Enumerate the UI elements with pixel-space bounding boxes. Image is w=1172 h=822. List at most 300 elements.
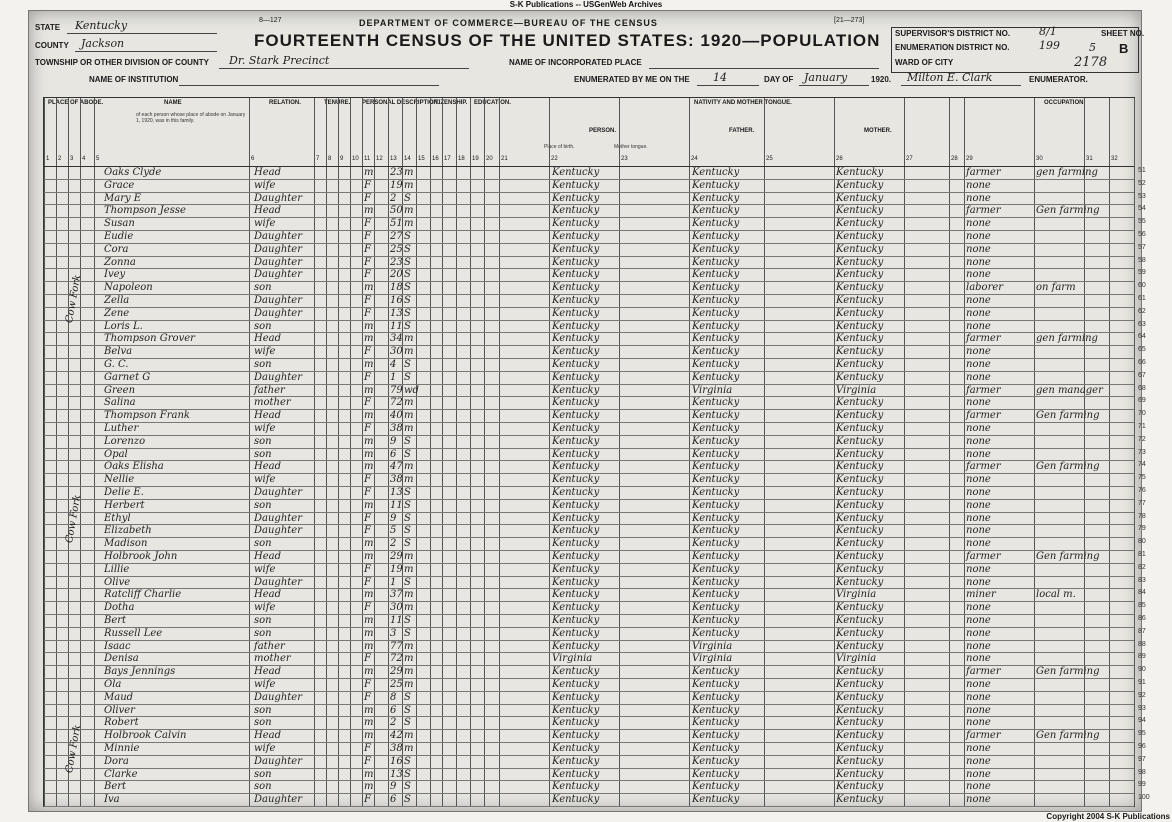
occupation: farmer bbox=[966, 730, 1001, 742]
sex: m bbox=[364, 435, 374, 447]
age: 77 bbox=[390, 640, 403, 652]
birthplace: Kentucky bbox=[552, 423, 600, 434]
father-birthplace: Kentucky bbox=[692, 679, 740, 690]
person-name: Lillie bbox=[104, 563, 130, 575]
marital-status: S bbox=[404, 243, 411, 255]
age: 30 bbox=[390, 346, 403, 358]
father-birthplace: Kentucky bbox=[692, 218, 740, 230]
column-number: 5 bbox=[96, 156, 100, 162]
age: 72 bbox=[390, 653, 403, 665]
sex: F bbox=[364, 474, 371, 486]
father-birthplace: Kentucky bbox=[692, 269, 740, 281]
group-name: NAME bbox=[164, 100, 182, 106]
mother-birthplace: Kentucky bbox=[836, 410, 884, 422]
person-name: G. C. bbox=[104, 359, 129, 370]
age: 23 bbox=[390, 167, 403, 178]
marital-status: m bbox=[404, 346, 414, 358]
mother-birthplace: Kentucky bbox=[836, 730, 884, 742]
father-birthplace: Kentucky bbox=[692, 691, 740, 703]
county-label: COUNTY bbox=[35, 41, 69, 50]
birthplace: Kentucky bbox=[552, 218, 600, 230]
occupation: none bbox=[966, 743, 991, 754]
occupation: none bbox=[966, 320, 991, 332]
person-name: Opal bbox=[104, 448, 128, 460]
mother-birthplace: Kentucky bbox=[836, 307, 884, 319]
row-number: 69 bbox=[1138, 397, 1146, 405]
occupation: farmer bbox=[966, 410, 1001, 422]
father-birthplace: Kentucky bbox=[692, 179, 740, 191]
mother-birthplace: Kentucky bbox=[836, 717, 884, 729]
marital-status: S bbox=[404, 371, 411, 383]
archive-banner: S-K Publications -- USGenWeb Archives bbox=[509, 0, 663, 9]
age: 11 bbox=[390, 499, 403, 511]
sex: F bbox=[364, 487, 371, 498]
marital-status: m bbox=[404, 666, 414, 678]
row-number: 85 bbox=[1138, 602, 1146, 610]
person-name: Zonna bbox=[104, 256, 136, 268]
row-number: 92 bbox=[1138, 691, 1146, 699]
census-sheet bbox=[28, 10, 1150, 812]
occupation: none bbox=[966, 359, 991, 370]
mother-birthplace: Kentucky bbox=[836, 243, 884, 255]
column-number: 27 bbox=[906, 156, 913, 162]
birthplace: Kentucky bbox=[552, 576, 600, 588]
sex: F bbox=[364, 243, 371, 255]
industry: gen manager bbox=[1036, 384, 1103, 396]
form-number-2: [21—273] bbox=[834, 17, 865, 24]
marital-status: wd bbox=[404, 384, 419, 396]
mother-birthplace: Kentucky bbox=[836, 461, 884, 473]
birthplace: Kentucky bbox=[552, 755, 600, 767]
sex: m bbox=[364, 410, 374, 422]
birthplace: Kentucky bbox=[552, 167, 600, 178]
department-title: DEPARTMENT OF COMMERCE—BUREAU OF THE CENSUS bbox=[359, 18, 658, 28]
group-tenure: TENURE. bbox=[324, 100, 351, 106]
sex: m bbox=[364, 167, 374, 178]
relation: Daughter bbox=[254, 576, 302, 588]
person-name: Iva bbox=[104, 794, 120, 806]
mother-birthplace: Kentucky bbox=[836, 167, 884, 178]
person-name: Holbrook John bbox=[104, 551, 178, 562]
age: 13 bbox=[390, 768, 403, 780]
birthplace: Kentucky bbox=[552, 538, 600, 550]
age: 3 bbox=[390, 627, 397, 639]
marital-status: S bbox=[404, 487, 411, 498]
age: 2 bbox=[390, 717, 397, 729]
column-number: 2 bbox=[58, 156, 62, 162]
industry: local m. bbox=[1036, 589, 1076, 601]
relation: wife bbox=[254, 423, 276, 434]
mother-birthplace: Kentucky bbox=[836, 423, 884, 434]
mother-birthplace: Kentucky bbox=[836, 231, 884, 242]
occupation: none bbox=[966, 615, 991, 626]
occupation: none bbox=[966, 231, 991, 242]
birthplace: Kentucky bbox=[552, 205, 600, 217]
sex: F bbox=[364, 218, 371, 230]
row-number: 80 bbox=[1138, 538, 1146, 546]
person-name: Luther bbox=[104, 423, 139, 434]
relation: Head bbox=[254, 205, 282, 217]
father-birthplace: Kentucky bbox=[692, 307, 740, 319]
birthplace: Kentucky bbox=[552, 794, 600, 806]
mother-birthplace: Kentucky bbox=[836, 269, 884, 281]
father-birthplace: Kentucky bbox=[692, 563, 740, 575]
occupation: none bbox=[966, 640, 991, 652]
sex: F bbox=[364, 743, 371, 754]
column-number: 31 bbox=[1086, 156, 1093, 162]
occupation: none bbox=[966, 653, 991, 665]
birthplace: Kentucky bbox=[552, 192, 600, 204]
person-name: Denisa bbox=[104, 653, 139, 665]
subgroup-father: FATHER. bbox=[729, 128, 755, 134]
mother-birthplace: Kentucky bbox=[836, 512, 884, 524]
marital-status: S bbox=[404, 755, 411, 767]
sex: F bbox=[364, 512, 371, 524]
column-number: 1 bbox=[46, 156, 50, 162]
row-number: 59 bbox=[1138, 269, 1146, 277]
column-number: 17 bbox=[444, 156, 451, 162]
relation: Head bbox=[254, 167, 282, 178]
father-birthplace: Kentucky bbox=[692, 589, 740, 601]
age: 38 bbox=[390, 474, 403, 486]
father-birthplace: Kentucky bbox=[692, 525, 740, 537]
father-birthplace: Virginia bbox=[692, 384, 733, 396]
age: 8 bbox=[390, 691, 397, 703]
row-number: 96 bbox=[1138, 743, 1146, 750]
person-name: Bert bbox=[104, 781, 127, 793]
mother-birthplace: Kentucky bbox=[836, 768, 884, 780]
group-relation: RELATION. bbox=[269, 100, 301, 106]
name-note: of each person whose place of abode on January 1, 1920, was in this family. bbox=[136, 112, 246, 124]
group-occupation: OCCUPATION. bbox=[1044, 100, 1086, 106]
relation: son bbox=[254, 538, 272, 550]
column-number: 12 bbox=[376, 156, 383, 162]
sex: F bbox=[364, 576, 371, 588]
father-birthplace: Kentucky bbox=[692, 167, 740, 178]
row-number: 52 bbox=[1138, 179, 1146, 187]
age: 4 bbox=[390, 359, 397, 370]
mother-birthplace: Kentucky bbox=[836, 615, 884, 626]
row-number: 71 bbox=[1138, 423, 1146, 430]
year-value: 1920. bbox=[871, 75, 892, 84]
marital-status: m bbox=[404, 205, 414, 217]
father-birthplace: Kentucky bbox=[692, 781, 740, 793]
mother-birthplace: Kentucky bbox=[836, 704, 884, 716]
birthplace: Kentucky bbox=[552, 743, 600, 754]
age: 6 bbox=[390, 448, 397, 460]
sex: m bbox=[364, 538, 374, 550]
age: 6 bbox=[390, 704, 397, 716]
birthplace: Kentucky bbox=[552, 768, 600, 780]
father-birthplace: Kentucky bbox=[692, 320, 740, 332]
sex: m bbox=[364, 589, 374, 601]
father-birthplace: Kentucky bbox=[692, 423, 740, 434]
row-number: 84 bbox=[1138, 589, 1146, 597]
person-name: Salina bbox=[104, 397, 136, 409]
sex: m bbox=[364, 551, 374, 562]
person-name: Robert bbox=[104, 717, 139, 729]
subhead-mother-tongue: Mother tongue. bbox=[614, 144, 648, 150]
row-number: 83 bbox=[1138, 576, 1146, 584]
occupation: none bbox=[966, 499, 991, 511]
person-name: Bert bbox=[104, 615, 127, 626]
sex: m bbox=[364, 384, 374, 396]
relation: wife bbox=[254, 346, 276, 358]
birthplace: Kentucky bbox=[552, 282, 600, 294]
birthplace: Kentucky bbox=[552, 269, 600, 281]
column-number: 20 bbox=[486, 156, 493, 162]
group-education: EDUCATION. bbox=[474, 100, 511, 106]
relation: wife bbox=[254, 602, 276, 614]
mother-birthplace: Kentucky bbox=[836, 666, 884, 678]
father-birthplace: Kentucky bbox=[692, 576, 740, 588]
mother-birthplace: Kentucky bbox=[836, 487, 884, 498]
column-number: 23 bbox=[621, 156, 628, 162]
sex: m bbox=[364, 461, 374, 473]
age: 29 bbox=[390, 551, 403, 562]
birthplace: Kentucky bbox=[552, 333, 600, 345]
sex: m bbox=[364, 768, 374, 780]
occupation: none bbox=[966, 435, 991, 447]
father-birthplace: Kentucky bbox=[692, 551, 740, 562]
birthplace: Kentucky bbox=[552, 307, 600, 319]
marital-status: S bbox=[404, 282, 411, 294]
column-number: 28 bbox=[951, 156, 958, 162]
row-number: 99 bbox=[1138, 781, 1146, 789]
ward-label: WARD OF CITY bbox=[895, 58, 954, 67]
age: 2 bbox=[390, 192, 397, 204]
sex: m bbox=[364, 359, 374, 370]
person-name: Madison bbox=[104, 538, 148, 550]
sheet-label: SHEET NO. bbox=[1101, 29, 1145, 38]
occupation: farmer bbox=[966, 205, 1001, 217]
column-number: 19 bbox=[472, 156, 479, 162]
occupation: none bbox=[966, 794, 991, 806]
age: 13 bbox=[390, 487, 403, 498]
person-name: Thompson Frank bbox=[104, 410, 190, 422]
marital-status: m bbox=[404, 167, 414, 178]
sex: m bbox=[364, 205, 374, 217]
birthplace: Kentucky bbox=[552, 295, 600, 306]
industry: Gen farming bbox=[1036, 666, 1100, 678]
sex: m bbox=[364, 627, 374, 639]
age: 38 bbox=[390, 423, 403, 434]
column-number: 16 bbox=[432, 156, 439, 162]
birthplace: Kentucky bbox=[552, 525, 600, 537]
person-name: Green bbox=[104, 384, 136, 396]
birthplace: Kentucky bbox=[552, 512, 600, 524]
industry: Gen farming bbox=[1036, 205, 1100, 217]
marital-status: m bbox=[404, 730, 414, 742]
father-birthplace: Kentucky bbox=[692, 397, 740, 409]
row-number: 90 bbox=[1138, 666, 1146, 674]
birthplace: Kentucky bbox=[552, 666, 600, 678]
father-birthplace: Kentucky bbox=[692, 461, 740, 473]
age: 40 bbox=[390, 410, 403, 422]
age: 19 bbox=[390, 179, 403, 191]
person-name: Holbrook Calvin bbox=[104, 730, 187, 742]
person-name: Herbert bbox=[104, 499, 145, 511]
marital-status: S bbox=[404, 512, 411, 524]
father-birthplace: Kentucky bbox=[692, 231, 740, 242]
marital-status: m bbox=[404, 679, 414, 690]
birthplace: Kentucky bbox=[552, 679, 600, 690]
subgroup-mother: MOTHER. bbox=[864, 128, 892, 134]
row-number: 88 bbox=[1138, 640, 1146, 648]
sex: F bbox=[364, 397, 371, 409]
occupation: none bbox=[966, 256, 991, 268]
column-number: 32 bbox=[1111, 156, 1118, 162]
township-value: Dr. Stark Precinct bbox=[229, 54, 330, 67]
sex: m bbox=[364, 781, 374, 793]
relation: Daughter bbox=[254, 512, 302, 524]
occupation: none bbox=[966, 781, 991, 793]
form-number: 8—127 bbox=[259, 17, 282, 24]
sex: F bbox=[364, 269, 371, 281]
person-name: Minnie bbox=[104, 743, 140, 754]
column-number: 4 bbox=[82, 156, 86, 162]
side-note: Cow Fork bbox=[64, 494, 84, 544]
person-name: Bays Jennings bbox=[104, 666, 176, 678]
birthplace: Kentucky bbox=[552, 256, 600, 268]
incorporated-label: NAME OF INCORPORATED PLACE bbox=[509, 58, 642, 67]
occupation: none bbox=[966, 538, 991, 550]
father-birthplace: Kentucky bbox=[692, 487, 740, 498]
sex: F bbox=[364, 371, 371, 383]
mother-birthplace: Kentucky bbox=[836, 474, 884, 486]
age: 9 bbox=[390, 512, 397, 524]
sheet-value: 5 bbox=[1089, 41, 1096, 54]
occupation: miner bbox=[966, 589, 996, 601]
mother-birthplace: Kentucky bbox=[836, 371, 884, 383]
sex: m bbox=[364, 615, 374, 626]
birthplace: Kentucky bbox=[552, 346, 600, 358]
group-place-of-abode: PLACE OF ABODE. bbox=[48, 100, 104, 106]
age: 79 bbox=[390, 384, 403, 396]
relation: wife bbox=[254, 474, 276, 486]
row-number: 98 bbox=[1138, 768, 1146, 776]
father-birthplace: Kentucky bbox=[692, 205, 740, 217]
birthplace: Kentucky bbox=[552, 231, 600, 242]
birthplace: Kentucky bbox=[552, 243, 600, 255]
mother-birthplace: Kentucky bbox=[836, 179, 884, 191]
row-number: 74 bbox=[1138, 461, 1146, 469]
sex: m bbox=[364, 333, 374, 345]
column-number: 11 bbox=[364, 156, 371, 162]
person-name: Dotha bbox=[104, 602, 135, 614]
person-name: Thompson Grover bbox=[104, 333, 195, 345]
sex: F bbox=[364, 179, 371, 191]
mother-birthplace: Kentucky bbox=[836, 640, 884, 652]
relation: Head bbox=[254, 410, 282, 422]
occupation: none bbox=[966, 717, 991, 729]
marital-status: S bbox=[404, 192, 411, 204]
mother-birthplace: Kentucky bbox=[836, 435, 884, 447]
relation: Head bbox=[254, 333, 282, 345]
mother-birthplace: Kentucky bbox=[836, 499, 884, 511]
supervisor-label: SUPERVISOR'S DISTRICT NO. bbox=[895, 29, 1011, 38]
occupation: none bbox=[966, 346, 991, 358]
mother-birthplace: Kentucky bbox=[836, 679, 884, 690]
marital-status: S bbox=[404, 691, 411, 703]
column-number: 26 bbox=[836, 156, 843, 162]
mother-birthplace: Kentucky bbox=[836, 346, 884, 358]
mother-birthplace: Kentucky bbox=[836, 691, 884, 703]
side-note: Cow Fork bbox=[64, 724, 84, 774]
row-number: 94 bbox=[1138, 717, 1146, 725]
relation: son bbox=[254, 615, 272, 626]
industry: Gen farming bbox=[1036, 730, 1100, 742]
marital-status: S bbox=[404, 615, 411, 626]
marital-status: m bbox=[404, 551, 414, 562]
person-name: Ivey bbox=[104, 269, 126, 281]
occupation: none bbox=[966, 179, 991, 191]
marital-status: S bbox=[404, 704, 411, 716]
sex: F bbox=[364, 295, 371, 306]
person-name: Zella bbox=[104, 295, 130, 306]
mother-birthplace: Kentucky bbox=[836, 602, 884, 614]
relation: son bbox=[254, 768, 272, 780]
marital-status: S bbox=[404, 768, 411, 780]
sex: F bbox=[364, 563, 371, 575]
relation: wife bbox=[254, 743, 276, 754]
father-birthplace: Kentucky bbox=[692, 717, 740, 729]
relation: Daughter bbox=[254, 794, 302, 806]
mother-birthplace: Kentucky bbox=[836, 538, 884, 550]
mother-birthplace: Virginia bbox=[836, 384, 877, 396]
person-name: Oaks Elisha bbox=[104, 461, 164, 473]
marital-status: S bbox=[404, 627, 411, 639]
birthplace: Kentucky bbox=[552, 435, 600, 447]
relation: Head bbox=[254, 461, 282, 473]
person-name: Delie E. bbox=[104, 487, 144, 498]
person-name: Maud bbox=[104, 691, 134, 703]
father-birthplace: Kentucky bbox=[692, 243, 740, 255]
sex: F bbox=[364, 231, 371, 242]
occupation: none bbox=[966, 691, 991, 703]
mother-birthplace: Kentucky bbox=[836, 743, 884, 754]
marital-status: m bbox=[404, 743, 414, 754]
column-number: 6 bbox=[251, 156, 255, 162]
row-number: 62 bbox=[1138, 307, 1146, 315]
person-name: Lorenzo bbox=[104, 435, 146, 447]
row-number: 77 bbox=[1138, 499, 1146, 507]
relation: Head bbox=[254, 730, 282, 742]
relation: son bbox=[254, 282, 272, 294]
father-birthplace: Kentucky bbox=[692, 410, 740, 422]
age: 37 bbox=[390, 589, 403, 601]
industry: Gen farming bbox=[1036, 461, 1100, 473]
row-number: 95 bbox=[1138, 730, 1146, 738]
mother-birthplace: Kentucky bbox=[836, 320, 884, 332]
mother-birthplace: Kentucky bbox=[836, 192, 884, 204]
father-birthplace: Kentucky bbox=[692, 743, 740, 754]
row-number: 55 bbox=[1138, 218, 1146, 226]
occupation: farmer bbox=[966, 666, 1001, 678]
marital-status: S bbox=[404, 320, 411, 332]
marital-status: m bbox=[404, 423, 414, 434]
mother-birthplace: Kentucky bbox=[836, 397, 884, 409]
father-birthplace: Kentucky bbox=[692, 346, 740, 358]
column-number: 25 bbox=[766, 156, 773, 162]
age: 6 bbox=[390, 794, 397, 806]
age: 27 bbox=[390, 231, 403, 242]
sex: F bbox=[364, 525, 371, 537]
age: 1 bbox=[390, 576, 397, 588]
mother-birthplace: Kentucky bbox=[836, 333, 884, 345]
occupation: none bbox=[966, 423, 991, 434]
occupation: none bbox=[966, 243, 991, 255]
